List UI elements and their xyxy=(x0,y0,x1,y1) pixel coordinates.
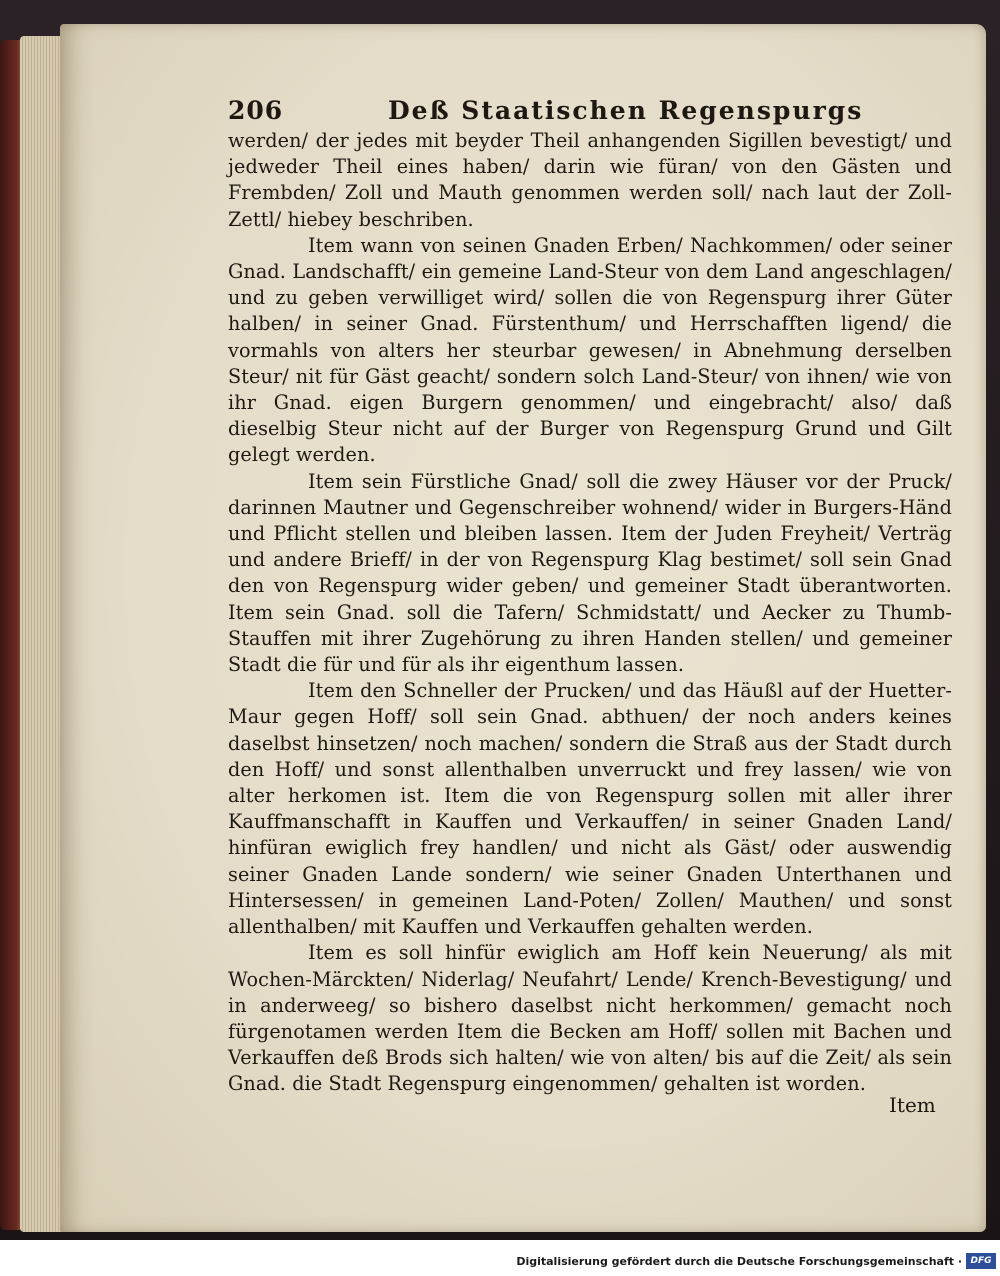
dfg-logo-icon: DFG xyxy=(966,1253,996,1269)
page-number: 206 xyxy=(228,96,284,125)
paragraph-5: Item es soll hinfür ewiglich am Hoff kein Neuerung/ als mit Wochen-Märckten/ Niderlag/ Neufahrt/ Lende/ Krench-Bevestigung/ und in anderweeg/ so bishero daselbst nicht herkommen/ gemacht noch fürgenotamen werden Item die Becken am Hoff/ sollen mit Bachen und Verkauffen deß Brods sich halten/ wie von alten/ bis auf die Zeit/ als sein Gnad. die Stadt Regenspurg eingenommen/ gehalten ist worden. xyxy=(228,941,952,1096)
paragraph-3: Item sein Fürstliche Gnad/ soll die zwey Häuser vor der Pruck/ darinnen Mautner und Gegenschreiber wohnend/ wider in Burgers-Händ und Pflicht stellen und bleiben lassen. Item der Juden Freyheit/ Verträg und andere Brieff/ in der von Regenspurg Klag bestimet/ soll sein Gnad den von Regenspurg wider geben/ und gemeiner Stadt überantworten. Item sein Gnad. soll die Tafern/ Schmidstatt/ und Aecker zu Thumb-Stauffen mit ihrer Zugehörung zu ihren Handen stellen/ und gemeiner Stadt die für und für als ihr eigenthum lassen. xyxy=(228,469,952,677)
paragraph-1: werden/ der jedes mit beyder Theil anhangenden Sigillen bevestigt/ und jedweder Theil eines haben/ darin wie füran/ von den Gästen und Frembden/ Zoll und Mauth genommen werden soll/ nach laut der Zoll-Zettl/ hiebey beschriben. xyxy=(228,129,952,231)
footer-bar xyxy=(0,1240,1000,1276)
catchword: Item xyxy=(889,1093,936,1117)
body-text xyxy=(228,128,952,1098)
paragraph-2: Item wann von seinen Gnaden Erben/ Nachkommen/ oder seiner Gnad. Landschafft/ ein gemeine Land-Steur von dem Land angeschlagen/ und zu geben verwilliget wird/ sollen die von Regenspurg ihrer Güter halben/ in seiner Gnad. Fürstenthum/ und Herrschafften ligend/ die vormahls von alters her steurbar gewesen/ in Abnehmung derselben Steur/ nit für Gäst geacht/ sondern solch Land-Steur/ von ihnen/ wie von ihr Gnad. eigen Burgern genommen/ und eingebracht/ also/ daß dieselbig Steur nicht auf der Burger von Regenspurg Grund und Gilt gelegt werden. xyxy=(228,233,952,467)
funding-credit: Digitalisierung gefördert durch die Deutsche Forschungsgemeinschaft · xyxy=(516,1255,962,1268)
running-title: Deß Staatischen Regenspurgs xyxy=(388,96,864,125)
page-header xyxy=(228,96,948,130)
paragraph-4: Item den Schneller der Prucken/ und das Häußl auf der Huetter-Maur gegen Hoff/ soll sein Gnad. abthuen/ der noch anders keines daselbst hinsetzen/ noch machen/ sondern die Straß aus der Stadt durch den Hoff/ und sonst allenthalben unverruckt und frey lassen/ wie von alter herkomen ist. Item die von Regenspurg sollen mit aller ihrer Kauffmanschafft in Kauffen und Verkauffen/ in seiner Gnaden Land/ hinfüran ewiglich frey handlen/ und nicht als Gäst/ oder auswendig seiner Gnaden Lande sondern/ wie seiner Gnaden Unterthanen und Hintersessen/ in gemeinen Land-Poten/ Zollen/ Mauthen/ und sonst allenthalben/ mit Kauffen und Verkauffen gehalten werden. xyxy=(228,679,952,939)
